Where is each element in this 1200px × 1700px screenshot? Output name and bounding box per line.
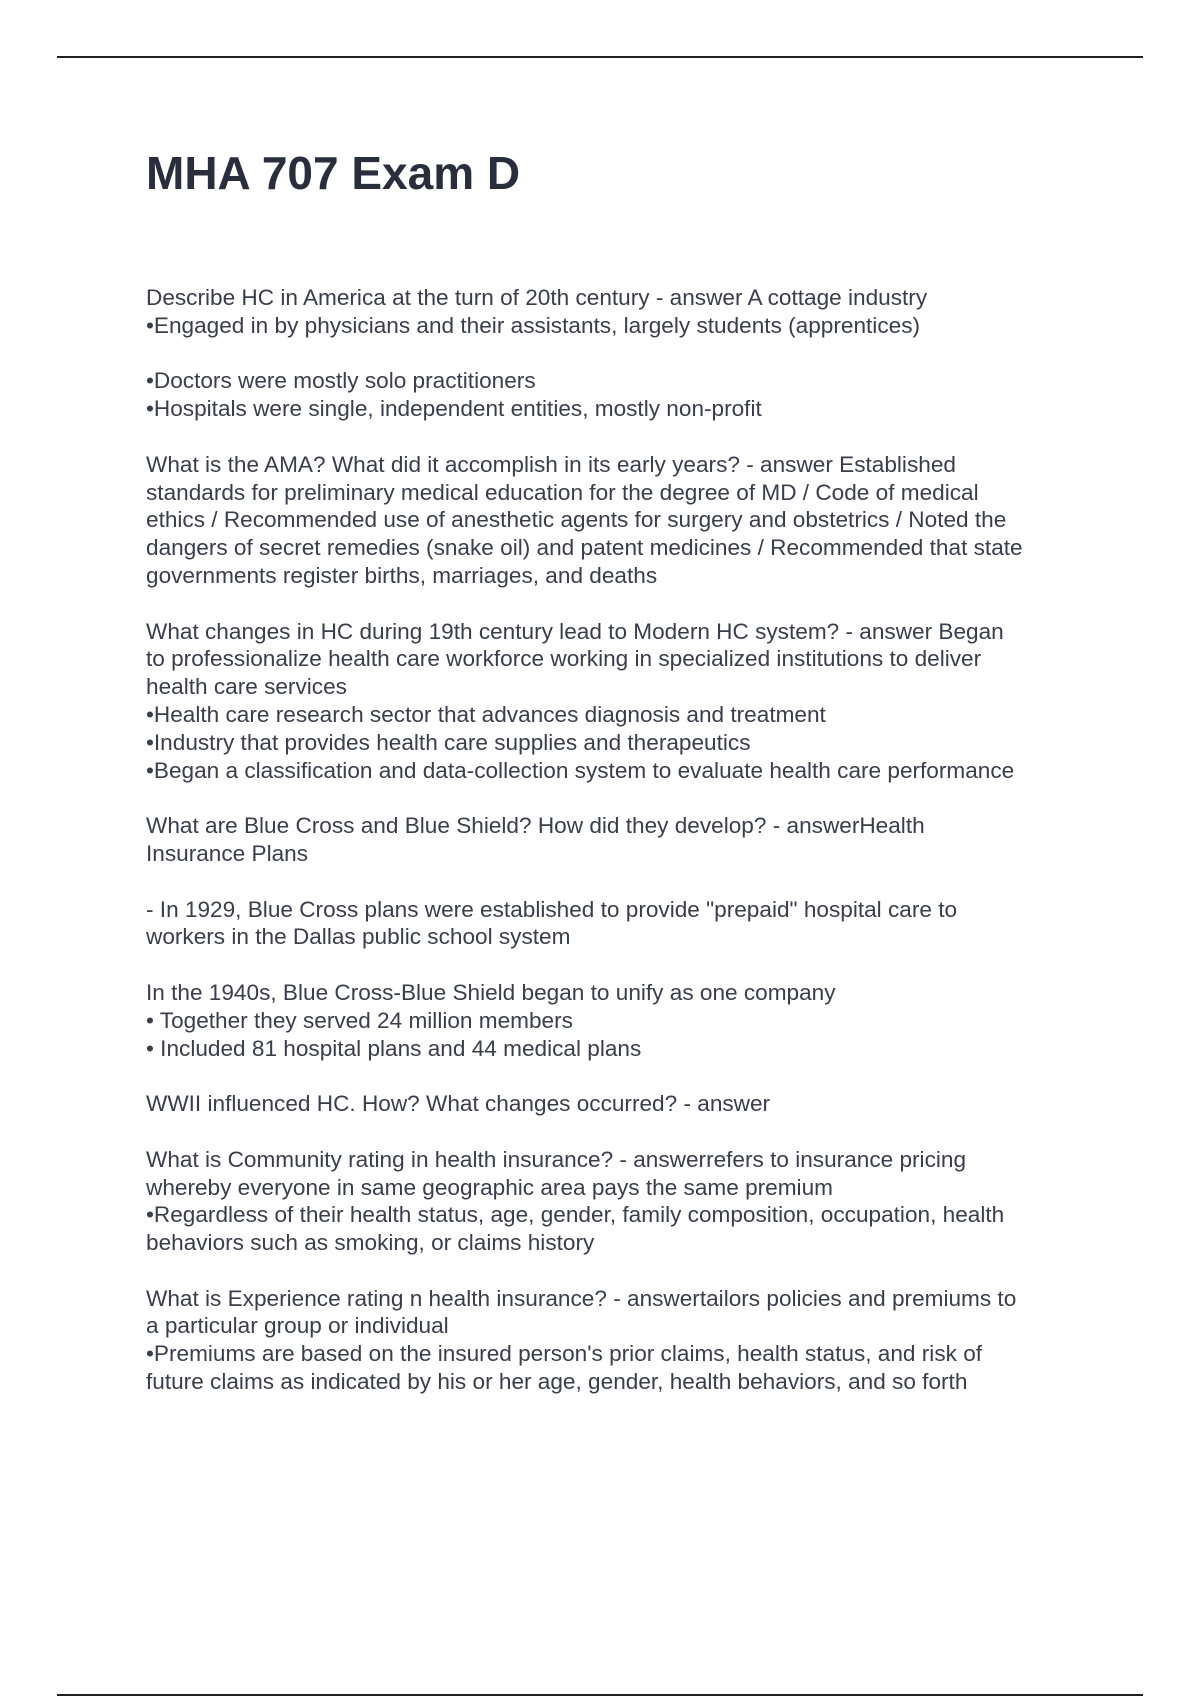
text-line: dangers of secret remedies (snake oil) and patent medicines / Recommended that state: [146, 535, 1023, 561]
bottom-divider: [57, 1694, 1143, 1696]
paragraph-gap: [146, 868, 1096, 896]
text-line: Insurance Plans: [146, 840, 309, 866]
paragraph-gap: [146, 784, 1096, 812]
text-line: future claims as indicated by his or her age, gender, health behaviors, and so forth: [146, 1369, 968, 1395]
paragraph-gap: [146, 340, 1096, 368]
text-line: • Together they served 24 million members: [146, 1007, 573, 1033]
text-line: What is the AMA? What did it accomplish in its early years? - answer Established: [146, 451, 956, 477]
text-line: What changes in HC during 19th century lead to Modern HC system? - answer Began: [146, 618, 1004, 644]
text-line: What is Experience rating n health insurance? - answertailors policies and premiums to: [146, 1285, 1017, 1311]
text-line: whereby everyone in same geographic area pays the same premium: [146, 1174, 833, 1200]
paragraph-gap: [146, 1062, 1096, 1090]
text-line: Describe HC in America at the turn of 20th century - answer A cottage industry: [146, 285, 928, 310]
paragraph-gap: [146, 590, 1096, 618]
text-line: •Hospitals were single, independent entities, mostly non-profit: [146, 396, 762, 422]
text-line: What are Blue Cross and Blue Shield? How did they develop? - answerHealth: [146, 813, 925, 839]
document-body: [146, 284, 1096, 1396]
paragraph-gap: [146, 1118, 1096, 1146]
text-line: workers in the Dallas public school system: [146, 924, 571, 950]
text-line: •Doctors were mostly solo practitioners: [146, 368, 536, 394]
text-line: to professionalize health care workforce working in specialized institutions to deliver: [146, 646, 982, 672]
text-line: What is Community rating in health insurance? - answerrefers to insurance pricing: [146, 1146, 967, 1172]
text-line: health care services: [146, 674, 347, 700]
text-line: •Premiums are based on the insured person's prior claims, health status, and risk of: [146, 1341, 983, 1367]
text-line: a particular group or individual: [146, 1313, 449, 1339]
text-line: •Began a classification and data-collection system to evaluate health care performance: [146, 757, 1015, 783]
text-line: - In 1929, Blue Cross plans were established to provide "prepaid" hospital care to: [146, 896, 958, 922]
page-title: MHA 707 Exam D: [146, 147, 521, 199]
text-line: In the 1940s, Blue Cross-Blue Shield began to unify as one company: [146, 979, 836, 1005]
top-divider: [57, 56, 1143, 58]
text-line: •Industry that provides health care supplies and therapeutics: [146, 729, 751, 755]
text-line: governments register births, marriages, and deaths: [146, 562, 658, 588]
text-line: standards for preliminary medical education for the degree of MD / Code of medical: [146, 479, 979, 505]
text-line: • Included 81 hospital plans and 44 medical plans: [146, 1035, 642, 1061]
text-line: behaviors such as smoking, or claims history: [146, 1230, 595, 1256]
text-line: ethics / Recommended use of anesthetic agents for surgery and obstetrics / Noted the: [146, 507, 1007, 533]
paragraph-gap: [146, 951, 1096, 979]
paragraph-gap: [146, 423, 1096, 451]
text-line: •Health care research sector that advances diagnosis and treatment: [146, 701, 826, 727]
text-line: •Regardless of their health status, age, gender, family composition, occupation, health: [146, 1202, 1005, 1228]
text-line: WWII influenced HC. How? What changes occurred? - answer: [146, 1091, 771, 1117]
paragraph-gap: [146, 1257, 1096, 1285]
text-line: •Engaged in by physicians and their assistants, largely students (apprentices): [146, 312, 921, 338]
